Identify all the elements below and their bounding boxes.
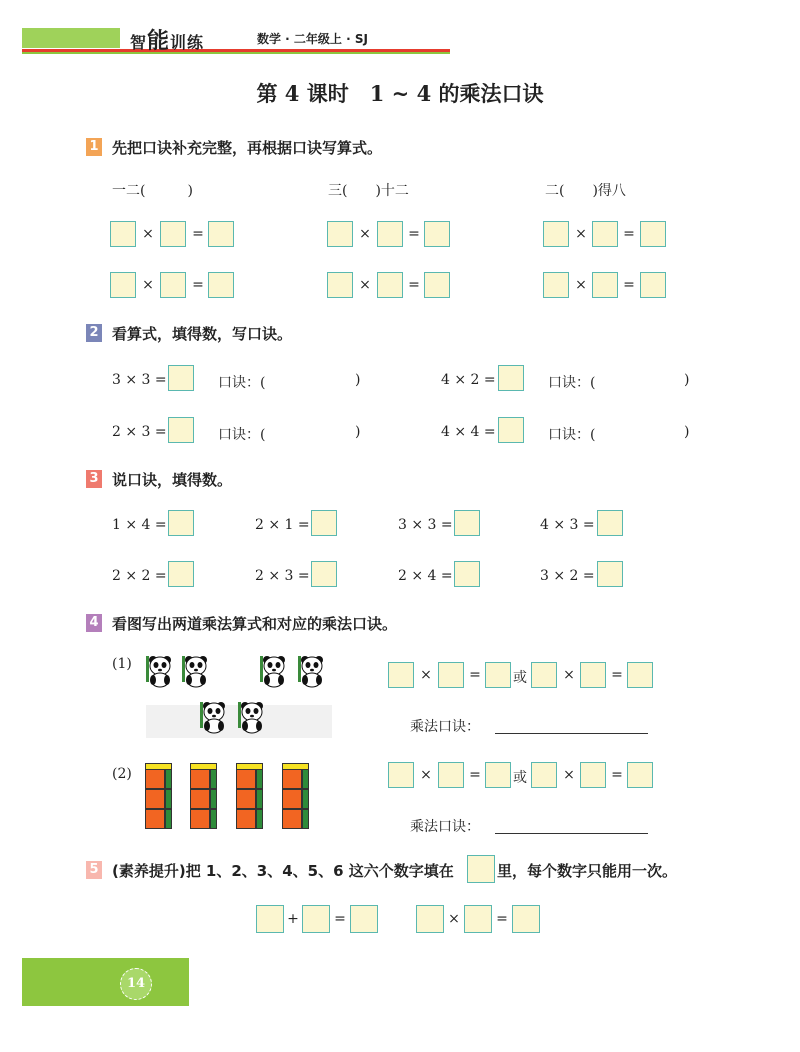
answer-box[interactable] [498,365,524,391]
answer-box[interactable] [543,272,569,298]
cube-side [256,809,263,829]
section-5-number: 5 [86,861,102,879]
cube [190,769,210,789]
rhyme-label: 口诀：( [548,427,596,443]
expression: 2 × 3 = [255,568,310,584]
answer-box[interactable] [454,561,480,587]
brand-logo: 智能训练 [130,29,205,54]
panda-picture [140,650,340,740]
panda-icon [146,656,171,687]
answer-box[interactable] [256,905,284,933]
answer-box[interactable] [160,221,186,247]
answer-box[interactable] [168,561,194,587]
cube-side [302,789,309,809]
answer-box[interactable] [311,561,337,587]
section-1-instruction: 先把口诀补充完整，再根据口诀写算式。 [112,139,383,157]
cube-side [302,769,309,789]
answer-box[interactable] [388,762,414,788]
cube-side [210,809,217,829]
answer-box[interactable] [350,905,378,933]
times-sign: × [575,277,587,293]
cube-column [190,763,218,831]
rhyme-label: 乘法口诀： [410,719,480,735]
cube-side [256,769,263,789]
answer-box[interactable] [543,221,569,247]
cube-column [145,763,173,831]
answer-box[interactable] [377,221,403,247]
cube [145,809,165,829]
page-title: 第 4 课时 1 ~ 4 的乘法口诀 [256,81,544,106]
cube-side [256,789,263,809]
page-number: 14 [120,968,152,1000]
answer-box[interactable] [592,221,618,247]
answer-box[interactable] [627,662,653,688]
answer-box[interactable] [302,905,330,933]
answer-box[interactable] [110,221,136,247]
equals-sign: = [611,667,623,683]
section-3-instruction: 说口诀，填得数。 [112,471,233,489]
expression: 3 × 3 = [112,372,167,388]
cube-column [236,763,264,831]
part-1-label: (1) [112,656,132,672]
times-sign: × [359,277,371,293]
cube [282,809,302,829]
expression: 2 × 1 = [255,517,310,533]
equals-sign: = [408,226,420,242]
answer-box[interactable] [597,561,623,587]
rhyme-label: 乘法口诀： [410,819,480,835]
answer-box[interactable] [424,221,450,247]
answer-box[interactable] [454,510,480,536]
cube-side [302,809,309,829]
or-label: 或 [513,770,527,786]
panda-icon [298,656,323,687]
header-green-rule [22,52,450,54]
times-sign: × [420,667,432,683]
equals-sign: = [496,911,508,927]
expression: 3 × 3 = [398,517,453,533]
rhyme-label: 口诀：( [218,375,266,391]
expression: 2 × 3 = [112,424,167,440]
cube [282,769,302,789]
rhyme-2: 三( )十二 [328,183,409,199]
times-sign: × [448,911,460,927]
rhyme-answer-line[interactable] [495,733,648,734]
expression: 4 × 4 = [441,424,496,440]
header-subtitle: 数学 · 二年级上 · SJ [257,32,368,46]
answer-box[interactable] [424,272,450,298]
panda-icon [182,656,207,687]
section-5-instruction-a: (素养提升)把 1、2、3、4、5、6 这六个数字填在 [112,862,454,880]
cube-side [165,809,172,829]
rhyme-close-paren: ) [684,372,690,388]
equals-sign: = [469,767,481,783]
answer-box[interactable] [168,417,194,443]
answer-box[interactable] [531,762,557,788]
answer-box[interactable] [531,662,557,688]
equals-sign: = [192,277,204,293]
cube [145,769,165,789]
rhyme-answer-line[interactable] [495,833,648,834]
answer-box[interactable] [485,762,511,788]
expression: 2 × 4 = [398,568,453,584]
answer-box[interactable] [640,221,666,247]
rhyme-label: 口诀：( [218,427,266,443]
answer-box[interactable] [208,272,234,298]
expression: 3 × 2 = [540,568,595,584]
answer-box[interactable] [416,905,444,933]
expression: 2 × 2 = [112,568,167,584]
answer-box[interactable] [580,762,606,788]
section-4-number: 4 [86,614,102,632]
equals-sign: = [192,226,204,242]
answer-box[interactable] [464,905,492,933]
expression: 4 × 2 = [441,372,496,388]
cube [190,809,210,829]
answer-box[interactable] [597,510,623,536]
cube [236,789,256,809]
section-3-number: 3 [86,470,102,488]
cube [236,809,256,829]
answer-box[interactable] [168,510,194,536]
answer-box[interactable] [592,272,618,298]
times-sign: × [575,226,587,242]
cube-side [210,789,217,809]
answer-box[interactable] [110,272,136,298]
section-2-instruction: 看算式，填得数，写口诀。 [112,325,293,343]
rhyme-close-paren: ) [355,372,361,388]
cube-side [165,769,172,789]
answer-box[interactable] [640,272,666,298]
answer-box[interactable] [327,272,353,298]
rhyme-label: 口诀：( [548,375,596,391]
answer-box[interactable] [438,662,464,688]
equals-sign: = [623,226,635,242]
answer-box[interactable] [512,905,540,933]
answer-box[interactable] [160,272,186,298]
panda-icon [260,656,285,687]
header-green-bar [22,28,120,48]
plus-sign: + [287,911,299,927]
equals-sign: = [469,667,481,683]
cube [282,789,302,809]
section-4-instruction: 看图写出两道乘法算式和对应的乘法口诀。 [112,615,398,633]
cube [190,789,210,809]
rhyme-3: 二( )得八 [545,183,626,199]
section-1-number: 1 [86,138,102,156]
answer-box[interactable] [168,365,194,391]
section-2-number: 2 [86,324,102,342]
answer-box[interactable] [498,417,524,443]
or-label: 或 [513,670,527,686]
sample-box [467,855,495,883]
footer-bar [22,958,189,1006]
answer-box[interactable] [208,221,234,247]
times-sign: × [563,667,575,683]
equals-sign: = [334,911,346,927]
answer-box[interactable] [485,662,511,688]
part-2-label: (2) [112,766,132,782]
cube-side [165,789,172,809]
equals-sign: = [408,277,420,293]
times-sign: × [359,226,371,242]
section-5-instruction-b: 里，每个数字只能用一次。 [497,862,678,880]
answer-box[interactable] [438,762,464,788]
rhyme-close-paren: ) [684,424,690,440]
rhyme-1: 一二( ) [112,183,193,199]
expression: 4 × 3 = [540,517,595,533]
cube [236,769,256,789]
times-sign: × [142,226,154,242]
expression: 1 × 4 = [112,517,167,533]
answer-box[interactable] [580,662,606,688]
answer-box[interactable] [627,762,653,788]
cube-column [282,763,310,831]
times-sign: × [563,767,575,783]
equals-sign: = [623,277,635,293]
rhyme-close-paren: ) [355,424,361,440]
cube [145,789,165,809]
answer-box[interactable] [377,272,403,298]
times-sign: × [142,277,154,293]
answer-box[interactable] [327,221,353,247]
answer-box[interactable] [311,510,337,536]
cube-side [210,769,217,789]
answer-box[interactable] [388,662,414,688]
equals-sign: = [611,767,623,783]
times-sign: × [420,767,432,783]
